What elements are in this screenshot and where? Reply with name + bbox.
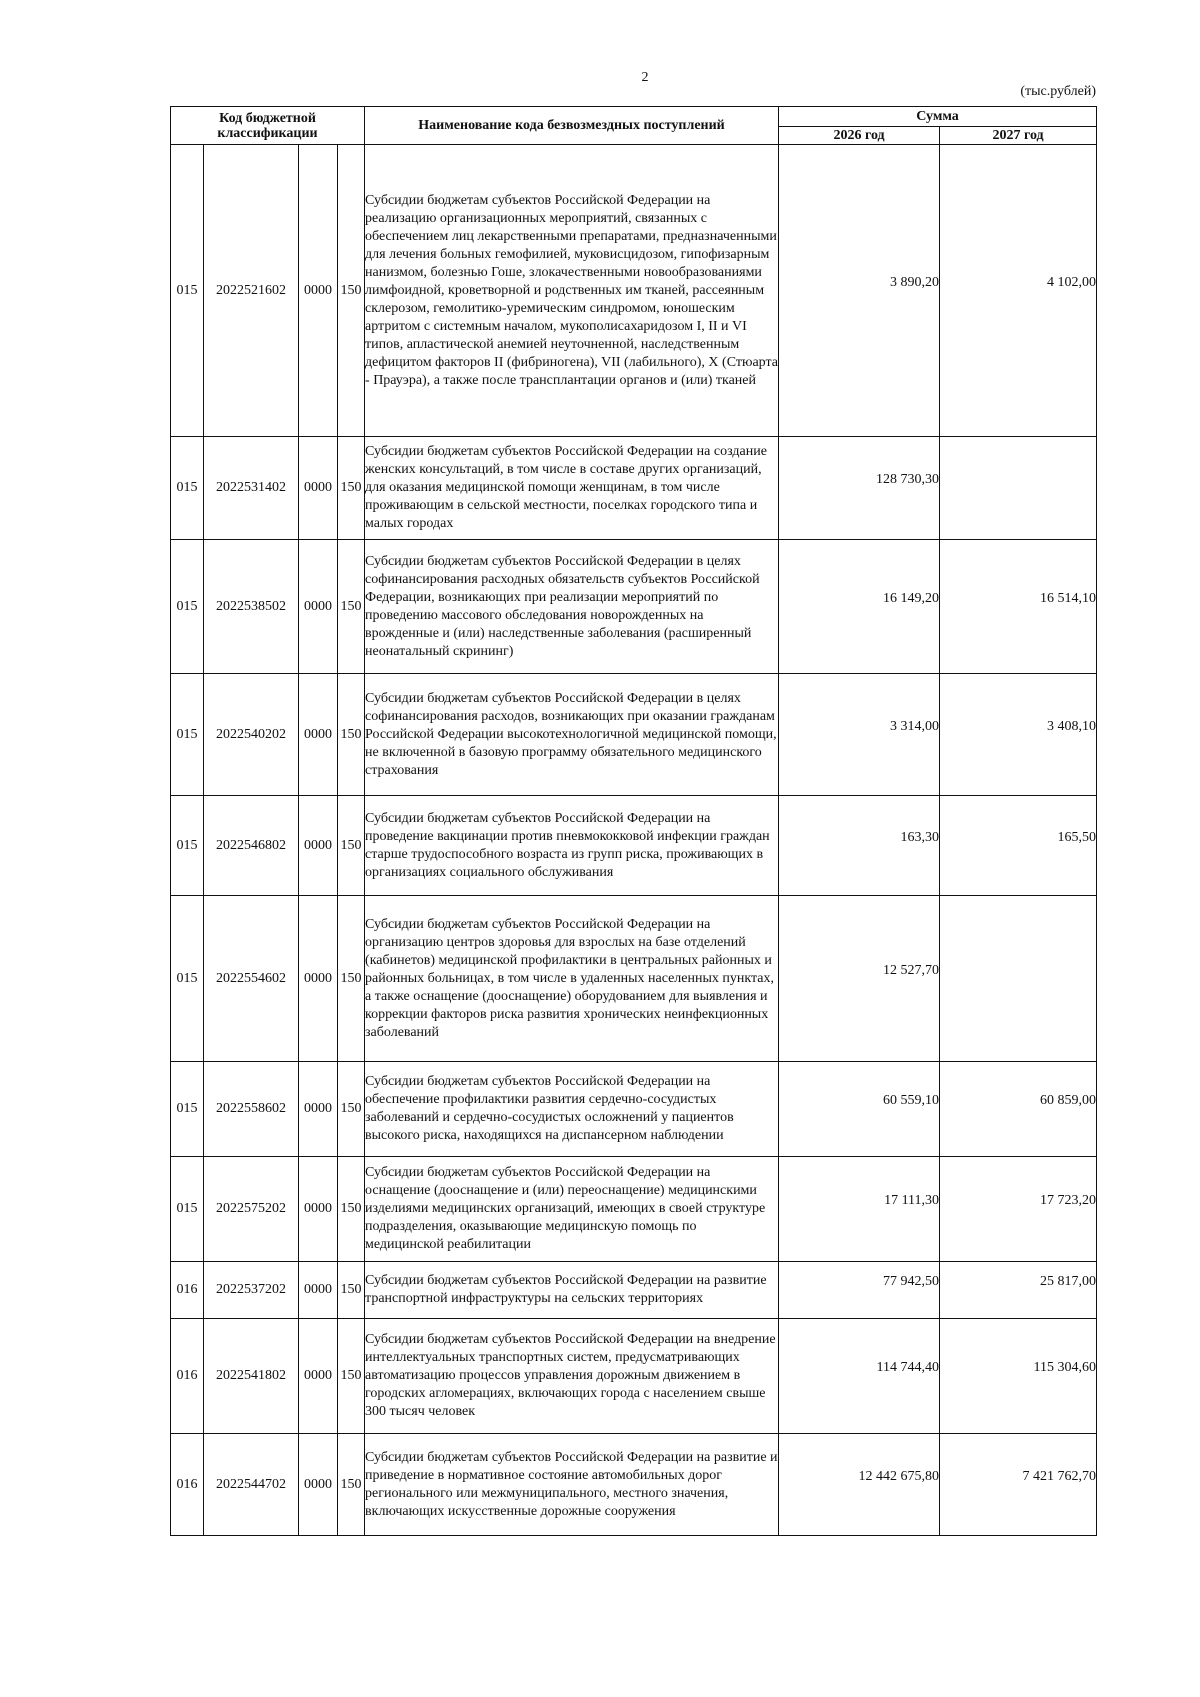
budget-code-cell: 2022531402: [204, 437, 299, 540]
budget-code-cell: 2022538502: [204, 540, 299, 674]
program-code-cell: 0000: [299, 896, 338, 1062]
sum-2027-cell: [940, 437, 1097, 540]
table-row: [171, 674, 1097, 796]
program-code-cell: 0000: [299, 1062, 338, 1157]
sum-2027-cell-value: 60 859,00: [1040, 1093, 1097, 1108]
admin-code-cell: 015: [171, 1062, 204, 1157]
sum-2027-cell: [940, 540, 1097, 674]
sum-2026-cell: [779, 1157, 940, 1262]
sum-2026-cell: [779, 1062, 940, 1157]
sum-2027-cell: [940, 796, 1097, 896]
admin-code-cell: 015: [171, 896, 204, 1062]
sum-2026-cell-value: 60 559,10: [883, 1093, 940, 1108]
admin-code-cell: 015: [171, 437, 204, 540]
program-code-cell: 0000: [299, 1319, 338, 1434]
budget-table: [170, 106, 1097, 1536]
budget-code-cell: 2022554602: [204, 896, 299, 1062]
sum-2026-cell: [779, 1434, 940, 1536]
program-code-cell: 0000: [299, 1262, 338, 1319]
income-name-cell: Субсидии бюджетам субъектов Российской Федерации на организацию центров здоровья для взрослых на базе отделений (кабинетов) медицинской профилактики в центральных районных и районных больницах, в том числе в удаленных населенных пунктах, а также оснащение (дооснащение) оборудованием для выявления и коррекции факторов риска развития хронических неинфекционных заболеваний: [365, 896, 779, 1062]
income-name-cell: Субсидии бюджетам субъектов Российской Федерации на развитие транспортной инфраструктуры на сельских территориях: [365, 1262, 779, 1319]
admin-code-cell: 016: [171, 1434, 204, 1536]
economic-code-cell: 150: [338, 796, 365, 896]
income-name-cell: Субсидии бюджетам субъектов Российской Федерации на внедрение интеллектуальных транспортных систем, предусматривающих автоматизацию процессов управления дорожным движением в городских агломерациях, включающих города с населением свыше 300 тысяч человек: [365, 1319, 779, 1434]
sum-2026-cell-value: 3 314,00: [890, 718, 940, 734]
program-code-cell: 0000: [299, 437, 338, 540]
sum-2027-cell: [940, 1062, 1097, 1157]
sum-2026-cell-value: 128 730,30: [876, 472, 940, 487]
sum-2026-cell-value: 114 744,40: [876, 1360, 940, 1375]
sum-2026-cell: [779, 540, 940, 674]
economic-code-cell: 150: [338, 1434, 365, 1536]
page-number: 2: [641, 70, 649, 85]
economic-code-cell: 150: [338, 437, 365, 540]
economic-code-cell: 150: [338, 540, 365, 674]
economic-code-cell: 150: [338, 1319, 365, 1434]
sum-2027-cell: [940, 1319, 1097, 1434]
budget-code-cell: 2022558602: [204, 1062, 299, 1157]
admin-code-cell: 016: [171, 1262, 204, 1319]
income-name-cell: Субсидии бюджетам субъектов Российской Федерации на развитие и приведение в нормативное состояние автомобильных дорог регионального или межмуниципального, местного значения, включающих искусственные дорожные сооружения: [365, 1434, 779, 1536]
program-code-cell: 0000: [299, 796, 338, 896]
table-row: [171, 145, 1097, 437]
sum-2027-cell: [940, 1157, 1097, 1262]
economic-code-cell: 150: [338, 145, 365, 437]
sum-2026-cell: [779, 1319, 940, 1434]
sum-2026-cell: [779, 437, 940, 540]
admin-code-cell: 015: [171, 1157, 204, 1262]
sum-2026-cell-value: 12 442 675,80: [858, 1468, 940, 1484]
economic-code-cell: 150: [338, 1157, 365, 1262]
program-code-cell: 0000: [299, 540, 338, 674]
program-code-cell: 0000: [299, 674, 338, 796]
program-code-cell: 0000: [299, 1434, 338, 1536]
sum-2026-cell: [779, 796, 940, 896]
table-row: [171, 796, 1097, 896]
sum-2026-cell-value: 16 149,20: [883, 590, 940, 606]
sum-2026-cell-value: 163,30: [900, 829, 940, 845]
admin-code-cell: 016: [171, 1319, 204, 1434]
sum-2026-cell: [779, 896, 940, 1062]
sum-2027-cell: [940, 674, 1097, 796]
economic-code-cell: 150: [338, 896, 365, 1062]
budget-code-cell: 2022575202: [204, 1157, 299, 1262]
sum-2026-cell-value: 17 111,30: [884, 1193, 940, 1208]
program-code-cell: 0000: [299, 1157, 338, 1262]
table-row: [171, 1262, 1097, 1319]
sum-2027-cell-value: 3 408,10: [1047, 718, 1097, 734]
sum-2026-cell: [779, 145, 940, 437]
header-sum: Сумма: [779, 107, 1097, 127]
budget-code-cell: 2022537202: [204, 1262, 299, 1319]
sum-2027-cell: [940, 1262, 1097, 1319]
sum-2027-cell-value: 25 817,00: [1040, 1274, 1097, 1289]
income-name-cell: Субсидии бюджетам субъектов Российской Федерации в целях софинансирования расходных обязательств субъектов Российской Федерации, возникающих при реализации мероприятий по проведению массового обследования новорожденных на врожденные и (или) наследственные заболевания (расширенный неонатальный скрининг): [365, 540, 779, 674]
sum-2026-cell-value: 12 527,70: [883, 962, 940, 978]
table-row: [171, 540, 1097, 674]
table-row: [171, 437, 1097, 540]
income-name-cell: Субсидии бюджетам субъектов Российской Федерации в целях софинансирования расходов, возникающих при оказании гражданам Российской Федерации высокотехнологичной медицинской помощи, не включенной в базовую программу обязательного медицинского страхования: [365, 674, 779, 796]
sum-2027-cell-value: 115 304,60: [1033, 1360, 1097, 1375]
income-name-cell: Субсидии бюджетам субъектов Российской Федерации на реализацию организационных мероприятий, связанных с обеспечением лиц лекарственными препаратами, предназначенными для лечения больных гемофилией, муковисцидозом, гипофизарным нанизмом, болезнью Гоше, злокачественными новообразованиями лимфоидной, кроветворной и родственных им тканей, рассеянным склерозом, гемолитико-уремическим синдромом, юношеским артритом с системным началом, мукополисахаридозом I, II и VI типов, апластической анемией неуточненной, наследственным дефицитом факторов II (фибриногена), VII (лабильного), X (Стюарта - Прауэра), а также после трансплантации органов и (или) тканей: [365, 145, 779, 437]
table-row: [171, 896, 1097, 1062]
admin-code-cell: 015: [171, 674, 204, 796]
table-row: [171, 1319, 1097, 1434]
sum-2027-cell-value: 4 102,00: [1047, 274, 1097, 290]
economic-code-cell: 150: [338, 1062, 365, 1157]
budget-code-cell: 2022541802: [204, 1319, 299, 1434]
table-row: [171, 1434, 1097, 1536]
program-code-cell: 0000: [299, 145, 338, 437]
admin-code-cell: 015: [171, 145, 204, 437]
sum-2027-cell-value: 16 514,10: [1040, 590, 1097, 606]
income-name-cell: Субсидии бюджетам субъектов Российской Федерации на проведение вакцинации против пневмококковой инфекции граждан старше трудоспособного возраста из групп риска, проживающих в организациях социального обслуживания: [365, 796, 779, 896]
table-row: [171, 1062, 1097, 1157]
budget-code-cell: 2022546802: [204, 796, 299, 896]
economic-code-cell: 150: [338, 1262, 365, 1319]
sum-2026-cell: [779, 1262, 940, 1319]
units-label: (тыс.рублей): [1020, 84, 1096, 99]
sum-2027-cell-value: 165,50: [1057, 829, 1097, 845]
header-name: Наименование кода безвозмездных поступлений: [365, 107, 779, 145]
sum-2027-cell-value: 17 723,20: [1040, 1193, 1097, 1208]
sum-2027-cell-value: 7 421 762,70: [1022, 1468, 1097, 1484]
header-year-2026: 2026 год: [779, 127, 940, 145]
income-name-cell: Субсидии бюджетам субъектов Российской Федерации на оснащение (дооснащение и (или) переоснащение) медицинскими изделиями медицинских организаций, имеющих в своей структуре подразделения, оказывающие медицинскую помощь по медицинской реабилитации: [365, 1157, 779, 1262]
table-body: [171, 145, 1097, 1536]
sum-2026-cell-value: 77 942,50: [883, 1274, 940, 1289]
sum-2026-cell: [779, 674, 940, 796]
sum-2027-cell: [940, 896, 1097, 1062]
table-row: [171, 1157, 1097, 1262]
admin-code-cell: 015: [171, 540, 204, 674]
header-year-2027: 2027 год: [940, 127, 1097, 145]
admin-code-cell: 015: [171, 796, 204, 896]
sum-2027-cell: [940, 1434, 1097, 1536]
sum-2026-cell-value: 3 890,20: [890, 274, 940, 290]
budget-code-cell: 2022540202: [204, 674, 299, 796]
income-name-cell: Субсидии бюджетам субъектов Российской Федерации на обеспечение профилактики развития сердечно-сосудистых заболеваний и сердечно-сосудистых осложнений у пациентов высокого риска, находящихся на диспансерном наблюдении: [365, 1062, 779, 1157]
budget-code-cell: 2022544702: [204, 1434, 299, 1536]
income-name-cell: Субсидии бюджетам субъектов Российской Федерации на создание женских консультаций, в том числе в составе других организаций, для оказания медицинской помощи женщинам, в том числе проживающим в сельской местности, поселках городского типа и малых городах: [365, 437, 779, 540]
header-code: Код бюджетной классификации: [171, 107, 365, 145]
budget-code-cell: 2022521602: [204, 145, 299, 437]
economic-code-cell: 150: [338, 674, 365, 796]
sum-2027-cell: [940, 145, 1097, 437]
